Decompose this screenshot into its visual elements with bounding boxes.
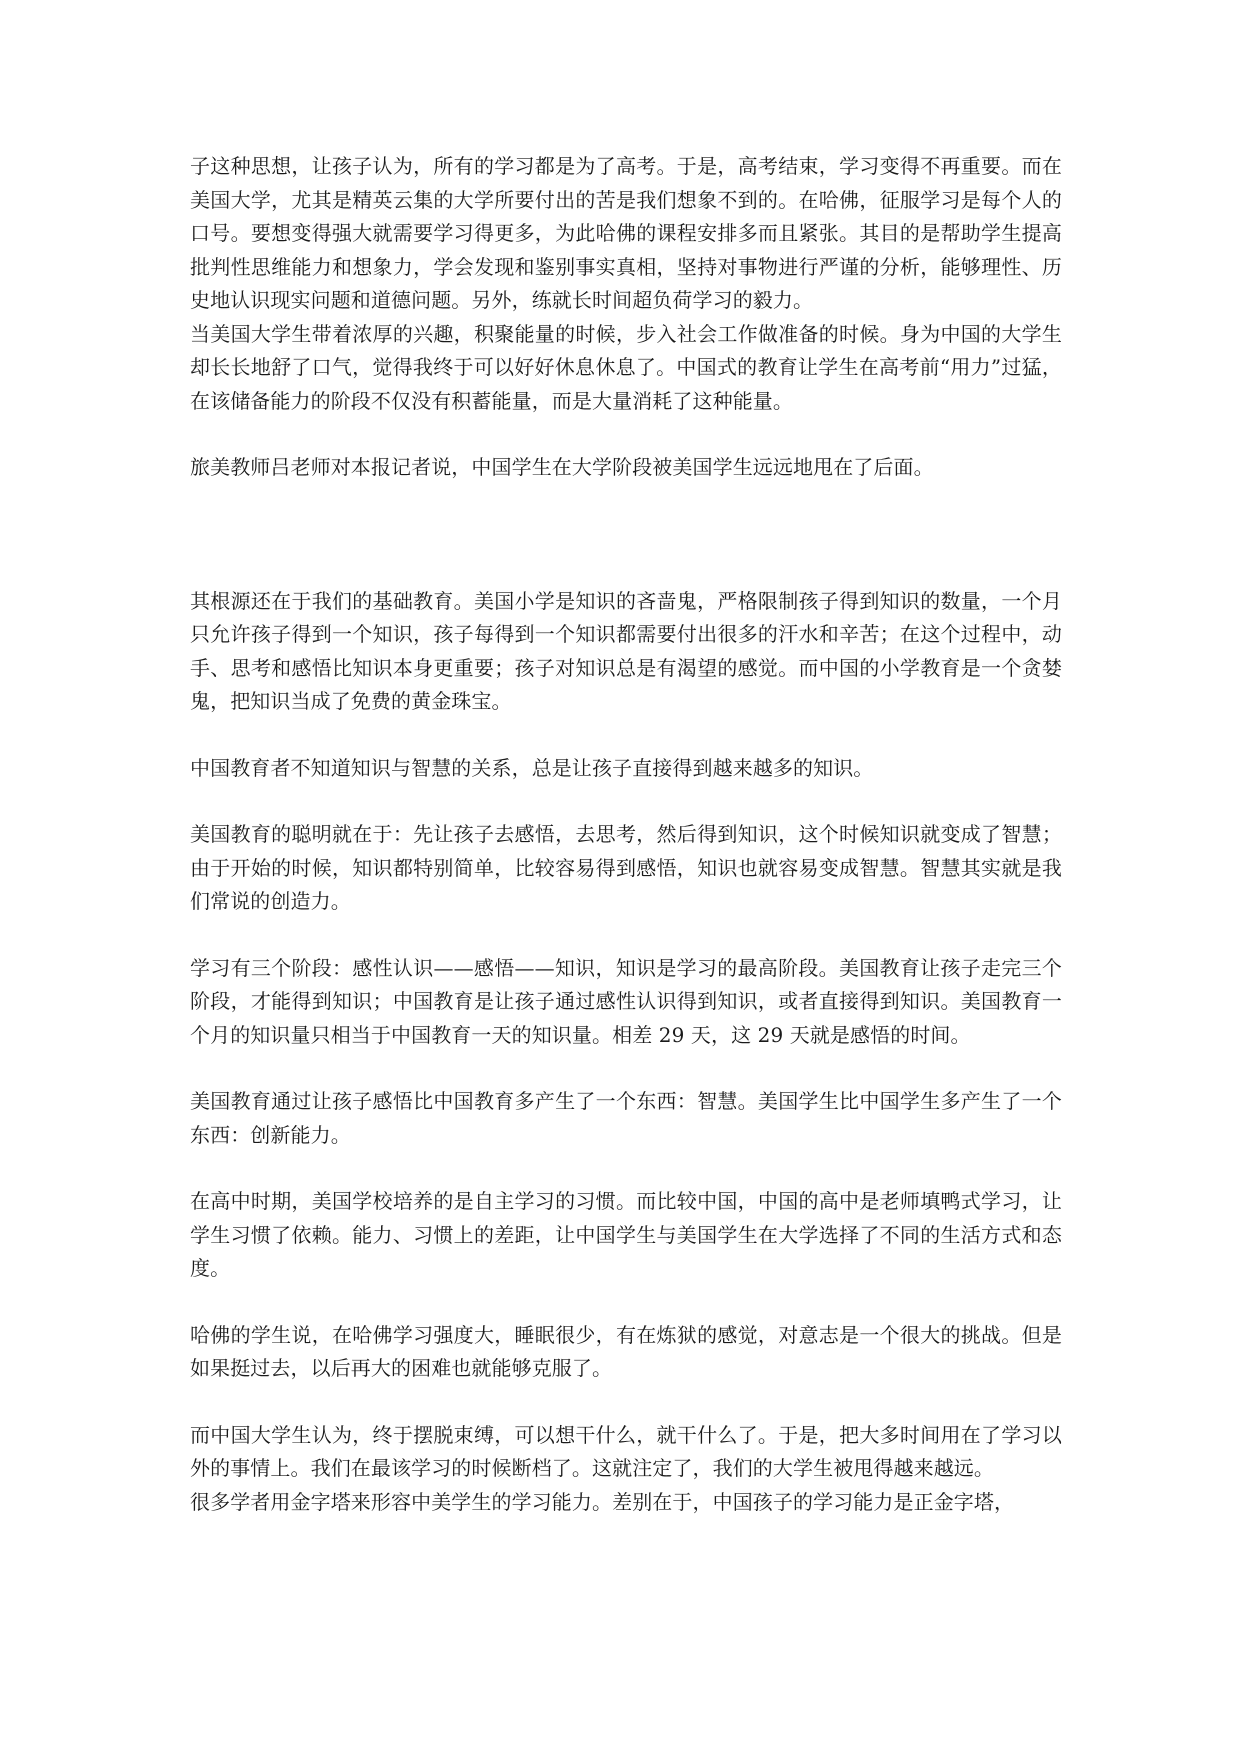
paragraph-spacer: [190, 785, 1062, 818]
paragraph-spacer: [190, 485, 1062, 585]
paragraph-spacer: [190, 1286, 1062, 1319]
paragraph-high-school: 在高中时期，美国学校培养的是自主学习的习惯。而比较中国，中国的高中是老师填鸭式学习，让学生习惯了依赖。能力、习惯上的差距，让中国学生与美国学生在大学选择了不同的生活方式和态度。: [190, 1189, 1062, 1280]
paragraph-chinese-students: 而中国大学生认为，终于摆脱束缚，可以想干什么，就干什么了。于是，把大多时间用在了学习以外的事情上。我们在最该学习的时候断档了。这就注定了，我们的大学生被甩得越来越远。: [190, 1422, 1062, 1480]
paragraph-spacer: [190, 418, 1062, 451]
paragraph-root-cause: 其根源还在于我们的基础教育。美国小学是知识的吝啬鬼，严格限制孩子得到知识的数量，一个月只允许孩子得到一个知识，孩子每得到一个知识都需要付出很多的汗水和辛苦；在这个过程中，动手、思考和感悟比知识本身更重要；孩子对知识总是有渴望的感觉。而中国的小学教育是一个贪婪鬼，把知识当成了免费的黄金珠宝。: [190, 588, 1062, 713]
paragraph-spacer: [190, 719, 1062, 752]
paragraph-american-education: 美国教育的聪明就在于：先让孩子去感悟，去思考，然后得到知识，这个时候知识就变成了智慧；由于开始的时候，知识都特别简单，比较容易得到感悟，知识也就容易变成智慧。智慧其实就是我们常说的创造力。: [190, 822, 1062, 913]
paragraph-harvard-study: 子这种思想，让孩子认为，所有的学习都是为了高考。于是，高考结束，学习变得不再重要。而在美国大学，尤其是精英云集的大学所要付出的苦是我们想象不到的。在哈佛，征服学习是每个人的口号。要想变得强大就需要学习得更多，为此哈佛的课程安排多而且紧张。其目的是帮助学生提高批判性思维能力和想象力，学会发现和鉴别事实真相，坚持对事物进行严谨的分析，能够理性、历史地认识现实问题和道德问题。另外，练就长时间超负荷学习的毅力。: [190, 154, 1062, 312]
paragraph-energy: 当美国大学生带着浓厚的兴趣，积聚能量的时候，步入社会工作做准备的时候。身为中国的大学生却长长地舒了口气，觉得我终于可以好好休息休息了。中国式的教育让学生在高考前“用力”过猛，在该储备能力的阶段不仅没有积蓄能量，而是大量消耗了这种能量。: [190, 321, 1062, 413]
paragraph-spacer: [190, 919, 1062, 952]
paragraph-three-stages: 学习有三个阶段：感性认识——感悟——知识，知识是学习的最高阶段。美国教育让孩子走完三个阶段，才能得到知识；中国教育是让孩子通过感性认识得到知识，或者直接得到知识。美国教育一个月的知识量只相当于中国教育一天的知识量。相差 29 天，这 29 天就是感悟的时间。: [190, 955, 1062, 1047]
paragraph-pyramid: 很多学者用金字塔来形容中美学生的学习能力。差别在于，中国孩子的学习能力是正金字塔，: [190, 1489, 1015, 1514]
paragraph-spacer: [190, 1386, 1062, 1419]
paragraph-knowledge-wisdom: 中国教育者不知道知识与智慧的关系，总是让孩子直接得到越来越多的知识。: [190, 755, 874, 780]
paragraph-teacher-quote: 旅美教师吕老师对本报记者说，中国学生在大学阶段被美国学生远远地甩在了后面。: [190, 455, 934, 479]
paragraph-innovation: 美国教育通过让孩子感悟比中国教育多产生了一个东西：智慧。美国学生比中国学生多产生了一个东西：创新能力。: [190, 1089, 1062, 1147]
paragraph-harvard-students: 哈佛的学生说，在哈佛学习强度大，睡眠很少，有在炼狱的感觉，对意志是一个很大的挑战。但是如果挺过去，以后再大的困难也就能够克服了。: [190, 1322, 1062, 1380]
document-page: [190, 150, 1062, 1519]
paragraph-spacer: [190, 1152, 1062, 1185]
paragraph-spacer: [190, 1052, 1062, 1085]
